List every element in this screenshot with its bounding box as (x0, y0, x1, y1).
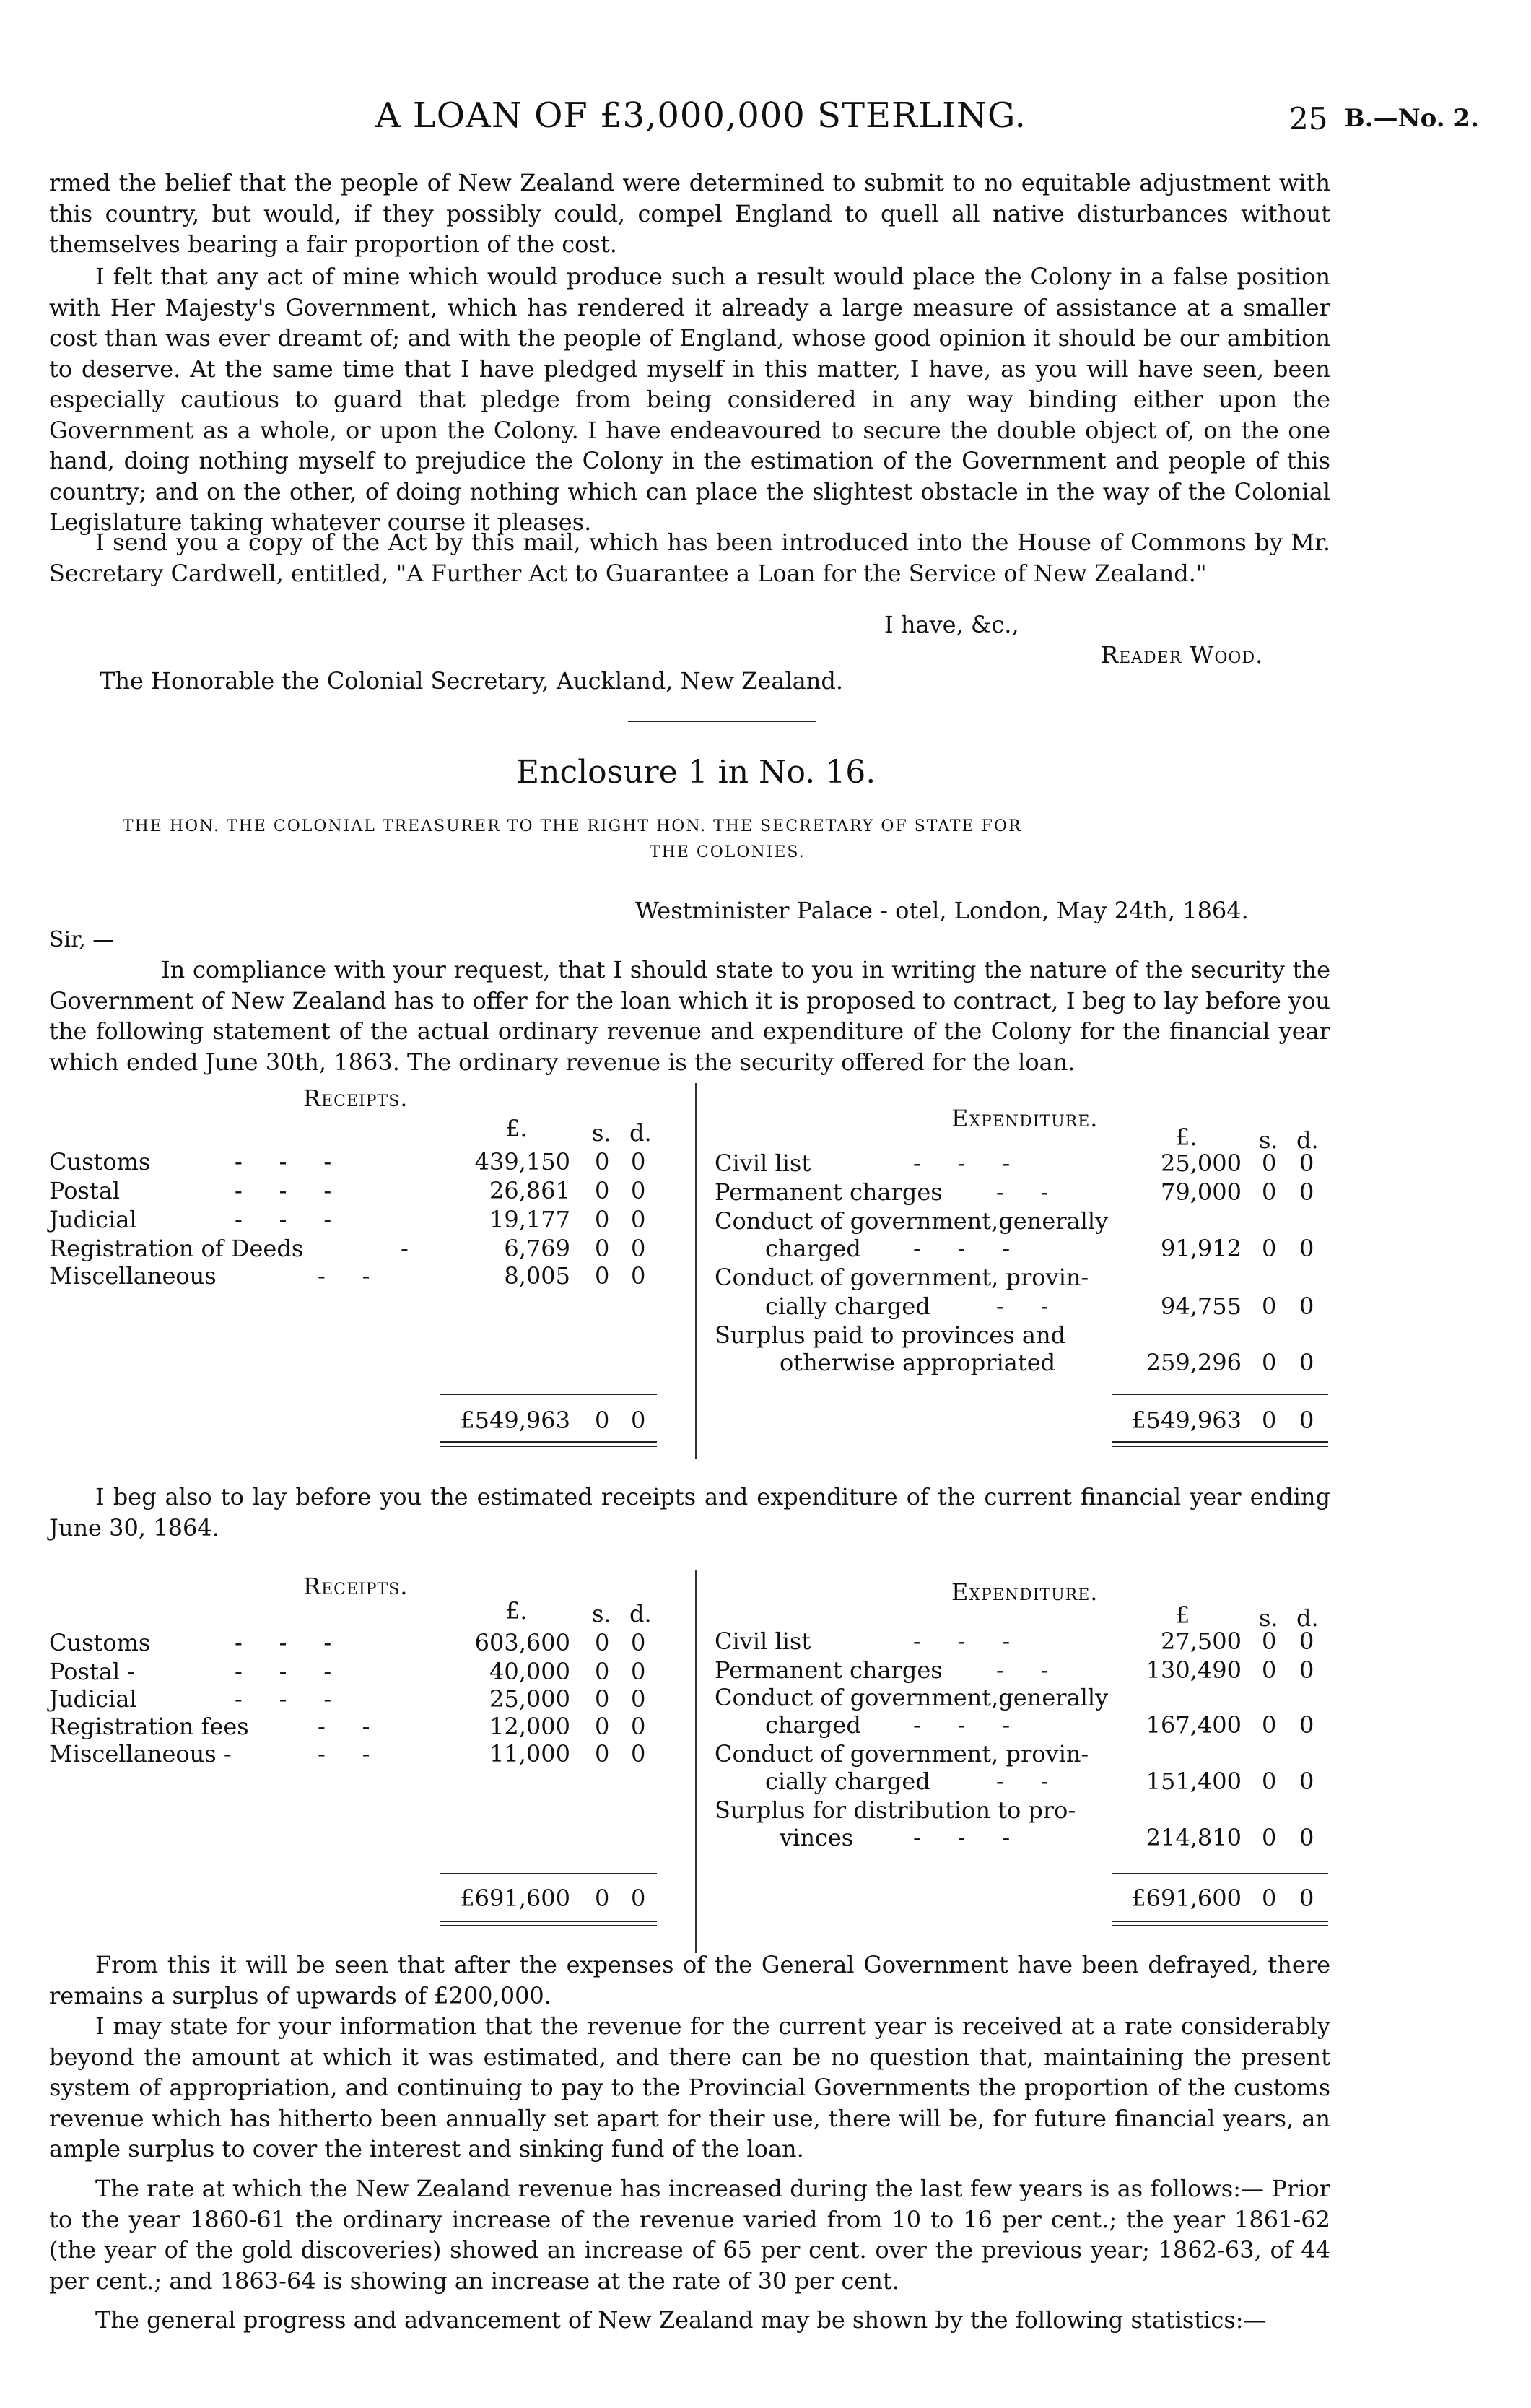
expenditure-heading: Expenditure. (951, 1578, 1099, 1606)
pounds-value: 259,296 (1146, 1349, 1242, 1376)
total-rule (440, 1394, 657, 1395)
leader-dashes: - - - (235, 1629, 332, 1656)
pence-value: 0 (631, 1206, 646, 1233)
pence-value: 0 (1299, 1656, 1314, 1684)
row-label: Registration fees (49, 1713, 249, 1740)
row-label: Surplus for distribution to pro- (715, 1796, 1076, 1824)
document-reference: B.—No. 2. (1344, 104, 1479, 133)
pence-value: 0 (631, 1685, 646, 1713)
closing-paragraph-4 (49, 2305, 1330, 2336)
row-label: Miscellaneous (49, 1262, 217, 1290)
leader-dashes: - - - (913, 1149, 1011, 1177)
paragraph-text: rmed the belief that the people of New Zealand were determined to submit to no equitable adjustment with this country, but would, if they possibly could, compel England to quell all native disturbances without themselves bearing a fair proportion of the cost. (49, 169, 1330, 258)
receipts-total-pence: 0 (631, 1885, 646, 1912)
receipts-total: £549,963 (460, 1407, 570, 1434)
letter-addressee: The Honorable the Colonial Secretary, Auckland, New Zealand. (100, 667, 843, 695)
leader-dashes: - - (318, 1262, 370, 1290)
leader-dashes: - (401, 1235, 409, 1262)
receipts-total-pence: 0 (631, 1407, 646, 1434)
pence-value: 0 (631, 1629, 646, 1656)
receipts-heading: Receipts. (303, 1573, 409, 1600)
shillings-value: 0 (1262, 1149, 1277, 1177)
shillings-value: 0 (595, 1206, 610, 1233)
leader-dashes: - - - (235, 1658, 332, 1685)
pounds-value: 94,755 (1161, 1292, 1242, 1320)
expenditure-heading: Expenditure. (951, 1105, 1099, 1132)
row-label-continued: cially charged (765, 1292, 930, 1320)
table-divider (695, 1083, 697, 1459)
leader-dashes: - - - (235, 1206, 332, 1233)
leader-dashes: - - (318, 1740, 370, 1768)
row-label: Postal (49, 1177, 121, 1204)
paragraph-text: I beg also to lay before you the estimated receipts and expenditure of the current financial year ending June 30, 1864. (49, 1483, 1330, 1542)
expenditure-total-shillings: 0 (1262, 1407, 1277, 1434)
leader-dashes: - - - (913, 1235, 1011, 1262)
leader-dashes: - - - (235, 1685, 332, 1713)
shillings-value: 0 (1262, 1178, 1277, 1206)
pounds-value: 151,400 (1146, 1768, 1242, 1795)
pence-unit: d. (1296, 1604, 1319, 1632)
row-label-continued: cially charged (765, 1768, 930, 1795)
total-double-rule (440, 1921, 657, 1922)
shillings-value: 0 (1262, 1711, 1277, 1739)
pence-value: 0 (631, 1148, 646, 1175)
pound-unit: £ (1175, 1601, 1190, 1629)
shilling-unit: s. (1259, 1126, 1278, 1154)
row-label: Customs (49, 1148, 151, 1175)
row-label: Conduct of government, provin- (715, 1740, 1089, 1768)
receipts-total: £691,600 (460, 1885, 570, 1912)
dateline: Westminister Palace - otel, London, May 24th, 1864. (635, 897, 1249, 924)
pounds-value: 26,861 (489, 1177, 570, 1204)
salutation: Sir, — (49, 927, 115, 952)
leader-dashes: - - - (913, 1627, 1011, 1655)
shillings-value: 0 (595, 1658, 610, 1685)
leader-dashes: - - - (913, 1711, 1011, 1739)
shillings-value: 0 (595, 1262, 610, 1290)
receipts-total-shillings: 0 (595, 1885, 610, 1912)
letter-signature: Reader Wood. (1101, 641, 1264, 669)
total-double-rule (1112, 1925, 1328, 1926)
total-double-rule (1112, 1921, 1328, 1922)
total-double-rule (440, 1925, 657, 1926)
closing-paragraph-1 (49, 1950, 1330, 2011)
page-number: 25 (1289, 101, 1328, 136)
shillings-value: 0 (595, 1740, 610, 1768)
row-label: Registration of Deeds (49, 1235, 304, 1262)
pounds-value: 11,000 (489, 1740, 570, 1768)
leader-dashes: - - - (235, 1177, 332, 1204)
pence-value: 0 (1299, 1349, 1314, 1376)
row-label-continued: vinces (780, 1824, 854, 1851)
pounds-value: 12,000 (489, 1713, 570, 1740)
row-label-continued: otherwise appropriated (780, 1349, 1056, 1376)
expenditure-total-pence: 0 (1299, 1407, 1314, 1434)
paragraph-text: From this it will be seen that after the expenses of the General Government have been defrayed, there remains a surplus of upwards of £200,000. (49, 1951, 1330, 2009)
pounds-value: 91,912 (1161, 1235, 1242, 1262)
total-double-rule (1112, 1446, 1328, 1447)
closing-paragraph-3 (49, 2173, 1330, 2296)
paragraph-text: In compliance with your request, that I should state to you in writing the nature of the security the Government of New Zealand has to offer for the loan which it is proposed to contract, I beg to lay before you the following statement of the actual ordinary revenue and expenditure of the Colony for the financial year which ended June 30th, 1863. The ordinary revenue is the security offered for the loan. (49, 956, 1330, 1076)
row-label: Conduct of government,generally (715, 1207, 1109, 1235)
enclosure-title: Enclosure 1 in No. 16. (516, 754, 876, 791)
pence-value: 0 (1299, 1149, 1314, 1177)
pounds-value: 25,000 (1161, 1149, 1242, 1177)
row-label: Conduct of government,generally (715, 1684, 1109, 1711)
row-label: Judicial (49, 1206, 137, 1233)
pence-value: 0 (1299, 1627, 1314, 1655)
shillings-value: 0 (1262, 1292, 1277, 1320)
row-label: Postal - (49, 1658, 136, 1685)
pound-unit: £. (505, 1597, 528, 1625)
pounds-value: 130,490 (1146, 1656, 1242, 1684)
pence-value: 0 (631, 1235, 646, 1262)
receipts-heading: Receipts. (303, 1085, 409, 1112)
pounds-value: 40,000 (489, 1658, 570, 1685)
expenditure-total: £691,600 (1131, 1885, 1242, 1912)
leader-dashes: - - (996, 1292, 1049, 1320)
receipts-total-shillings: 0 (595, 1407, 610, 1434)
shillings-value: 0 (1262, 1656, 1277, 1684)
total-rule (440, 1873, 657, 1874)
shillings-value: 0 (595, 1629, 610, 1656)
pounds-value: 19,177 (489, 1206, 570, 1233)
pound-unit: £. (505, 1115, 528, 1142)
pounds-value: 214,810 (1146, 1824, 1242, 1851)
shillings-value: 0 (595, 1713, 610, 1740)
row-label: Civil list (715, 1627, 811, 1655)
paragraph-text: I felt that any act of mine which would produce such a result would place the Colony in a false position with Her Majesty's Government, which has rendered it already a large measure of assistance at a smaller cost than was ever dreamt of; and with the people of England, whose good opinion it should be our ambition to deserve. At the same time that I have pledged myself in this matter, I have, as you will have seen, been especially cautious to guard that pledge from being considered in any way binding either upon the Government as a whole, or upon the Colony. I have endeavoured to secure the double object of, on the one hand, doing nothing myself to prejudice the Colony in the estimation of the Government and people of this country; and on the other, of doing nothing which can place the slightest obstacle in the way of the Colonial Legislature taking whatever course it pleases. (49, 263, 1330, 536)
pence-value: 0 (1299, 1292, 1314, 1320)
expenditure-total-shillings: 0 (1262, 1885, 1277, 1912)
pounds-value: 167,400 (1146, 1711, 1242, 1739)
leader-dashes: - - (318, 1713, 370, 1740)
row-label: Civil list (715, 1149, 811, 1177)
pence-unit: d. (1296, 1126, 1319, 1154)
pence-value: 0 (631, 1177, 646, 1204)
leader-dashes: - - (996, 1656, 1049, 1684)
shillings-value: 0 (1262, 1768, 1277, 1795)
leader-dashes: - - - (235, 1148, 332, 1175)
expenditure-total-pence: 0 (1299, 1885, 1314, 1912)
total-double-rule (1112, 1441, 1328, 1443)
pounds-value: 25,000 (489, 1685, 570, 1713)
pence-unit: d. (629, 1600, 652, 1627)
shilling-unit: s. (592, 1119, 611, 1147)
paragraph-text: The general progress and advancement of New Zealand may be shown by the following statistics:— (95, 2306, 1267, 2334)
pence-value: 0 (631, 1262, 646, 1290)
row-label: Customs (49, 1629, 151, 1656)
paragraph-text: The rate at which the New Zealand revenue has increased during the last few years is as follows:— Prior to the year 1860-61 the ordinary increase of the revenue varied from 10 to 16 per cent.; the year 1861-62 (the year of the gold discoveries) showed an increase of 65 per cent. over the previous year; 1862-63, of 44 per cent.; and 1863-64 is showing an increase at the rate of 30 per cent. (49, 2175, 1330, 2295)
pounds-value: 27,500 (1161, 1627, 1242, 1655)
pounds-value: 603,600 (474, 1629, 570, 1656)
expenditure-total: £549,963 (1131, 1407, 1242, 1434)
shilling-unit: s. (1259, 1604, 1278, 1632)
pence-value: 0 (631, 1713, 646, 1740)
shillings-value: 0 (595, 1235, 610, 1262)
pence-value: 0 (1299, 1235, 1314, 1262)
pence-value: 0 (631, 1658, 646, 1685)
row-label: Permanent charges (715, 1178, 943, 1206)
pound-unit: £. (1175, 1123, 1198, 1151)
pounds-value: 439,150 (474, 1148, 570, 1175)
shillings-value: 0 (1262, 1349, 1277, 1376)
table-divider (695, 1570, 697, 1953)
shillings-value: 0 (1262, 1824, 1277, 1851)
shillings-value: 0 (1262, 1627, 1277, 1655)
enclosure-subtitle-line-2: THE COLONIES. (650, 843, 806, 861)
letter-closing: I have, &c., (884, 611, 1019, 638)
intro-paragraph-3 (49, 527, 1330, 588)
enclosure-subtitle-line-1: THE HON. THE COLONIAL TREASURER TO THE RIGHT HON. THE SECRETARY OF STATE FOR (123, 817, 1022, 835)
shillings-value: 0 (595, 1685, 610, 1713)
pounds-value: 79,000 (1161, 1178, 1242, 1206)
total-double-rule (440, 1446, 657, 1447)
shilling-unit: s. (592, 1600, 611, 1627)
shillings-value: 0 (595, 1148, 610, 1175)
shillings-value: 0 (1262, 1235, 1277, 1262)
pounds-value: 6,769 (504, 1235, 570, 1262)
pounds-value: 8,005 (504, 1262, 570, 1290)
pence-value: 0 (631, 1740, 646, 1768)
section-divider (628, 721, 816, 722)
paragraph-text: I send you a copy of the Act by this mail, which has been introduced into the House of Commons by Mr. Secretary Cardwell, entitled, "A Further Act to Guarantee a Loan for the Service of New Zealand." (49, 529, 1330, 587)
leader-dashes: - - (996, 1768, 1049, 1795)
pence-value: 0 (1299, 1711, 1314, 1739)
leader-dashes: - - - (913, 1824, 1011, 1851)
row-label: Conduct of government, provin- (715, 1264, 1089, 1291)
enclosure-paragraph (49, 955, 1330, 1077)
pence-value: 0 (1299, 1768, 1314, 1795)
total-double-rule (440, 1441, 657, 1443)
paragraph-text: I may state for your information that the revenue for the current year is received at a rate considerably beyond the amount at which it was estimated, and there can be no question that, maintaining the present system of appropriation, and continuing to pay to the Provincial Governments the proportion of the customs revenue which has hitherto been annually set apart for their use, there will be, for future financial years, an ample surplus to cover the interest and sinking fund of the loan. (49, 2012, 1330, 2163)
mid-paragraph (49, 1482, 1330, 1543)
row-label: Miscellaneous - (49, 1740, 232, 1768)
pence-value: 0 (1299, 1824, 1314, 1851)
page-title: A LOAN OF £3,000,000 STERLING. (375, 95, 1026, 136)
shillings-value: 0 (595, 1177, 610, 1204)
row-label-continued: charged (765, 1711, 861, 1739)
closing-paragraph-2 (49, 2011, 1330, 2165)
leader-dashes: - - (996, 1178, 1049, 1206)
pence-value: 0 (1299, 1178, 1314, 1206)
row-label: Surplus paid to provinces and (715, 1321, 1066, 1349)
intro-paragraph-1 (49, 168, 1330, 260)
row-label: Judicial (49, 1685, 137, 1713)
intro-paragraph-2 (49, 261, 1330, 538)
total-rule (1112, 1394, 1328, 1395)
total-rule (1112, 1873, 1328, 1874)
row-label-continued: charged (765, 1235, 861, 1262)
row-label: Permanent charges (715, 1656, 943, 1684)
pence-unit: d. (629, 1119, 652, 1147)
